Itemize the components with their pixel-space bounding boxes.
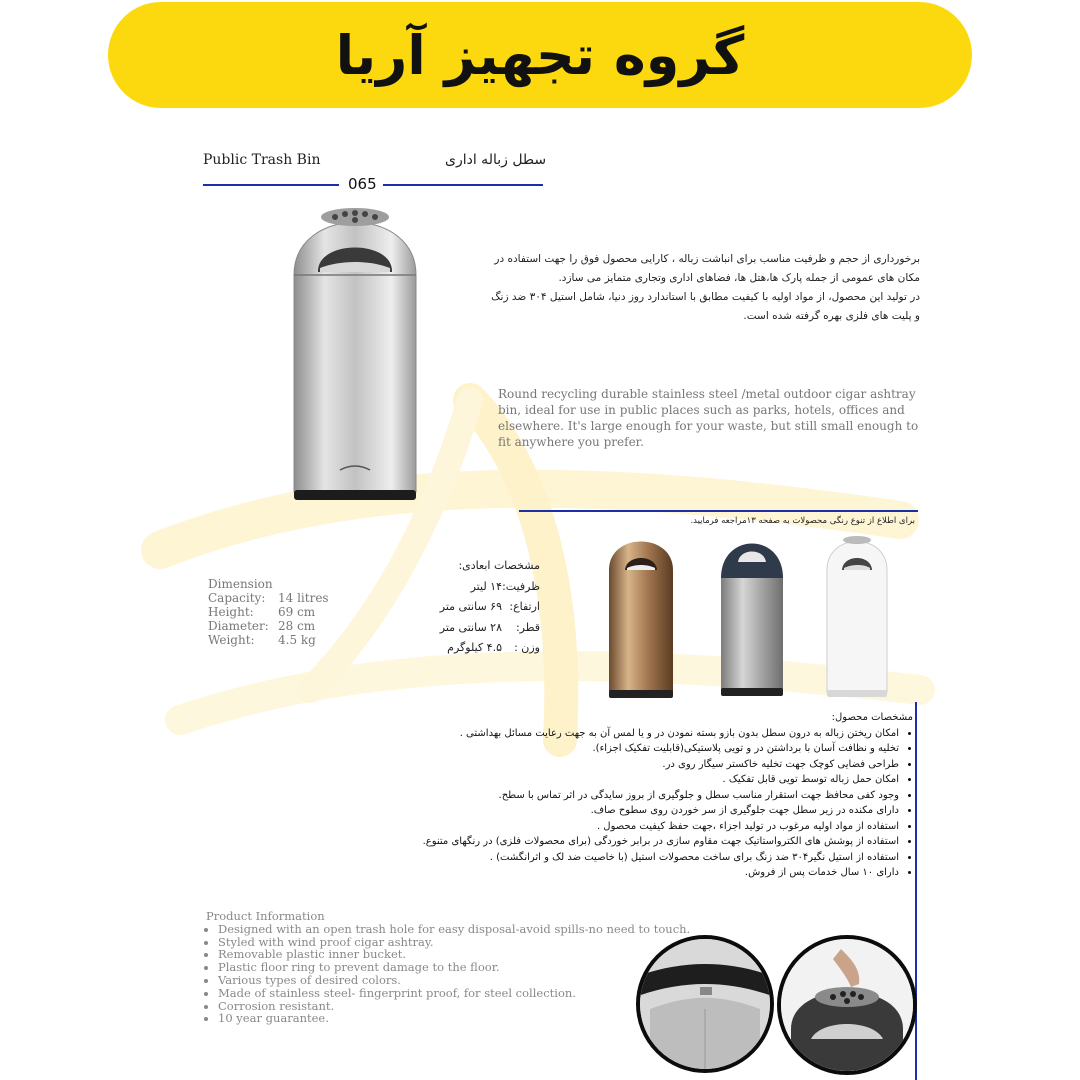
feature-item: • استفاده از استیل نگیر۳۰۴ ضد زنگ برای ساخت محصولات استیل (با خاصیت ضد لک و اثرانگشت) . bbox=[400, 850, 899, 866]
description-en: Round recycling durable stainless steel /metal outdoor cigar ashtray bin, ideal for use in public places such as parks, hotels, offices and elsewhere. It's large enough for your waste, but still small enough to fit anywhere you prefer. bbox=[498, 387, 919, 449]
dimension-en-row: Weight: 4.5 kg bbox=[208, 633, 316, 647]
dimension-en-heading: Dimension bbox=[208, 577, 273, 591]
product-info-item: • Plastic floor ring to prevent damage to the floor. bbox=[218, 961, 690, 974]
copper-bin-image bbox=[605, 532, 677, 702]
product-info-item: • 10 year guarantee. bbox=[218, 1012, 690, 1025]
header-banner bbox=[108, 2, 972, 108]
company-title: گروه تجهیز آریا bbox=[335, 23, 745, 87]
product-info-en bbox=[206, 910, 690, 1025]
dimension-fa bbox=[400, 556, 540, 659]
feature-item: • وجود کفی محافظ جهت استقرار مناسب سطل و جلوگیری از بروز سایدگی در اثر تماس با سطح. bbox=[400, 788, 899, 804]
description-fa-paragraph-2: در تولید این محصول، از مواد اولیه با کیفیت مطابق با استاندارد روز دنیا، شامل استیل ۳۰۴ ضد زنگ و پلیت های فلزی بهره گرفته شده است. bbox=[491, 291, 920, 322]
dimension-fa-row: ارتفاع: ۶۹ سانتی متر bbox=[439, 600, 540, 613]
detail-photo-ashtray-lid bbox=[777, 935, 917, 1075]
features-fa bbox=[400, 710, 913, 881]
feature-item: • استفاده از مواد اولیه مرغوب در تولید اجزاء ،جهت حفظ کیفیت محصول . bbox=[400, 819, 899, 835]
product-info-heading: Product Information bbox=[206, 909, 325, 923]
product-code: 065 bbox=[348, 175, 377, 193]
feature-item: • دارای مکنده در زیر سطل جهت جلوگیری از سر خوردن روی سطوح صاف. bbox=[400, 803, 899, 819]
title-rule-left bbox=[203, 184, 339, 186]
dimension-en-row: Height: 69 cm bbox=[208, 605, 316, 619]
product-title-fa: سطل زباله اداری bbox=[445, 152, 547, 168]
feature-item: • دارای ۱۰ سال خدمات پس از فروش. bbox=[400, 865, 899, 881]
product-info-item: • Removable plastic inner bucket. bbox=[218, 948, 690, 961]
dimension-fa-row: قطر: ۲۸ سانتی متر bbox=[439, 620, 540, 634]
detail-photo-inner-bucket bbox=[636, 935, 774, 1073]
color-variants-note: برای اطلاع از تنوع رنگی محصولات به صفحه ۱۳مراجعه فرمایید. bbox=[690, 516, 915, 526]
feature-item: • تخلیه و نظافت آسان با برداشتن در و تویی پلاستیکی(قابلیت تفکیک اجزاء). bbox=[400, 741, 899, 757]
stainless-bin-image bbox=[280, 200, 430, 510]
white-bin-image bbox=[824, 532, 890, 700]
feature-item: • امکان ریختن زباله به درون سطل بدون بازو بسته نمودن در و یا لمس آن به جهت رعایت مسائل بهداشتی . bbox=[400, 726, 899, 742]
product-info-item: • Styled with wind proof cigar ashtray. bbox=[218, 936, 690, 949]
description-fa-paragraph-1: برخورداری از حجم و ظرفیت مناسب برای انباشت زباله ، کارایی محصول فوق را جهت استفاده در مکان های عمومی از جمله پارک ها،هتل ها، فضاهای اداری وتجاری متمایز می سازد. bbox=[494, 253, 920, 284]
vertical-rule bbox=[915, 702, 917, 1080]
dimension-fa-heading: مشخصات ابعادی: bbox=[458, 559, 540, 572]
product-info-item: • Corrosion resistant. bbox=[218, 1000, 690, 1013]
dimension-en bbox=[208, 577, 329, 647]
title-rule-right bbox=[383, 184, 543, 186]
dimension-en-row: Diameter: 28 cm bbox=[208, 619, 316, 633]
section-rule bbox=[519, 510, 918, 512]
gray-bin-image bbox=[718, 532, 786, 698]
product-info-item: • Designed with an open trash hole for easy disposal-avoid spills-no need to touch. bbox=[218, 923, 690, 936]
dimension-fa-row: ظرفیت: ۱۴ لیتر bbox=[470, 579, 540, 593]
product-info-item: • Made of stainless steel- fingerprint proof, for steel collection. bbox=[218, 987, 690, 1000]
dimension-fa-row: وزن : ۴.۵ کیلوگرم bbox=[447, 641, 540, 654]
ashtray-lid-illustration bbox=[781, 939, 913, 1071]
feature-item: • استفاده از پوشش های الکترواستاتیک جهت مقاوم سازی در برابر خوردگی (برای محصولات فلزی) در رنگهای متنوع. bbox=[400, 834, 899, 850]
feature-item: • طراحی فضایی کوچک جهت تخلیه خاکستر سیگار روی در. bbox=[400, 757, 899, 773]
product-info-item: • Various types of desired colors. bbox=[218, 974, 690, 987]
features-fa-heading: مشخصات محصول: bbox=[831, 712, 913, 723]
product-title-en: Public Trash Bin bbox=[203, 152, 321, 168]
dimension-en-row: Capacity: 14 litres bbox=[208, 591, 329, 605]
inner-bucket-illustration bbox=[640, 939, 770, 1069]
feature-item: • امکان حمل زباله توسط تویی قابل تفکیک . bbox=[400, 772, 899, 788]
description-fa bbox=[488, 250, 920, 326]
